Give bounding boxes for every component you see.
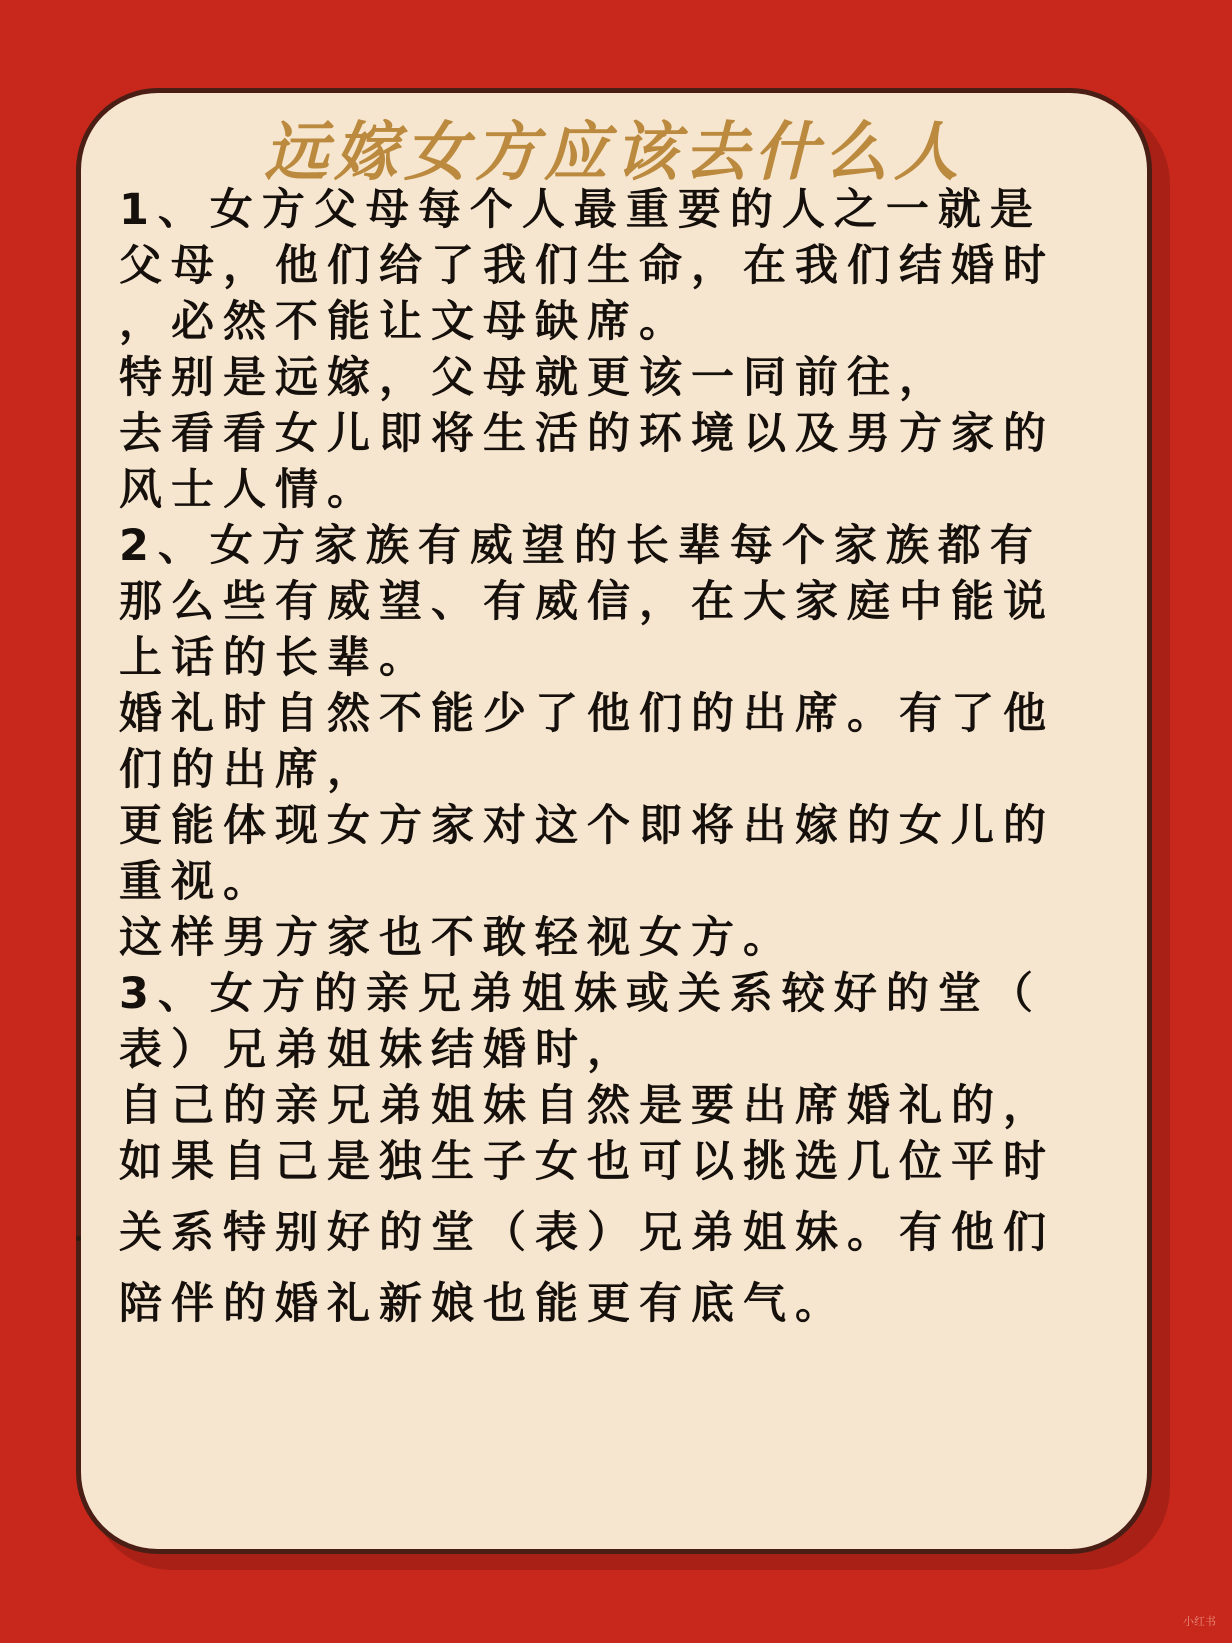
text-line: 1、女方父母每个人最重要的人之一就是: [119, 185, 1042, 235]
bullet-dot: [76, 1236, 81, 1241]
text-line: 3、女方的亲兄弟姐妹或关系较好的堂（: [119, 969, 1042, 1019]
text-line: 风士人情。: [119, 465, 379, 515]
text-line: 上话的长辈。: [119, 633, 431, 683]
text-line: 表）兄弟姐妹结婚时，: [119, 1025, 639, 1075]
text-line: 那么些有威望、有威信，在大家庭中能说: [119, 577, 1055, 627]
text-line: 这样男方家也不敢轻视女方。: [119, 913, 795, 963]
text-line: 如果自己是独生子女也可以挑选几位平时: [119, 1137, 1055, 1187]
text-line: 特别是远嫁，父母就更该一同前往，: [119, 353, 951, 403]
text-line: 父母，他们给了我们生命，在我们结婚时: [119, 241, 1055, 291]
text-line: 们的出席，: [119, 745, 379, 795]
text-line: 更能体现女方家对这个即将出嫁的女儿的: [119, 801, 1055, 851]
watermark: 小红书: [1183, 1615, 1216, 1628]
page-title: 远嫁女方应该去什么人: [264, 116, 964, 190]
text-line: 去看看女儿即将生活的环境以及男方家的: [119, 409, 1055, 459]
text-line: 关系特别好的堂（表）兄弟姐妹。有他们: [119, 1208, 1055, 1258]
text-line: 陪伴的婚礼新娘也能更有底气。: [119, 1279, 847, 1329]
text-line: 自己的亲兄弟姐妹自然是要出席婚礼的，: [119, 1081, 1055, 1131]
text-line: 婚礼时自然不能少了他们的出席。有了他: [119, 689, 1055, 739]
text-line: ，必然不能让文母缺席。: [119, 297, 691, 347]
content-card: [76, 88, 1152, 1554]
text-line: 重视。: [119, 857, 275, 907]
text-line: 2、女方家族有威望的长辈每个家族都有: [119, 521, 1042, 571]
